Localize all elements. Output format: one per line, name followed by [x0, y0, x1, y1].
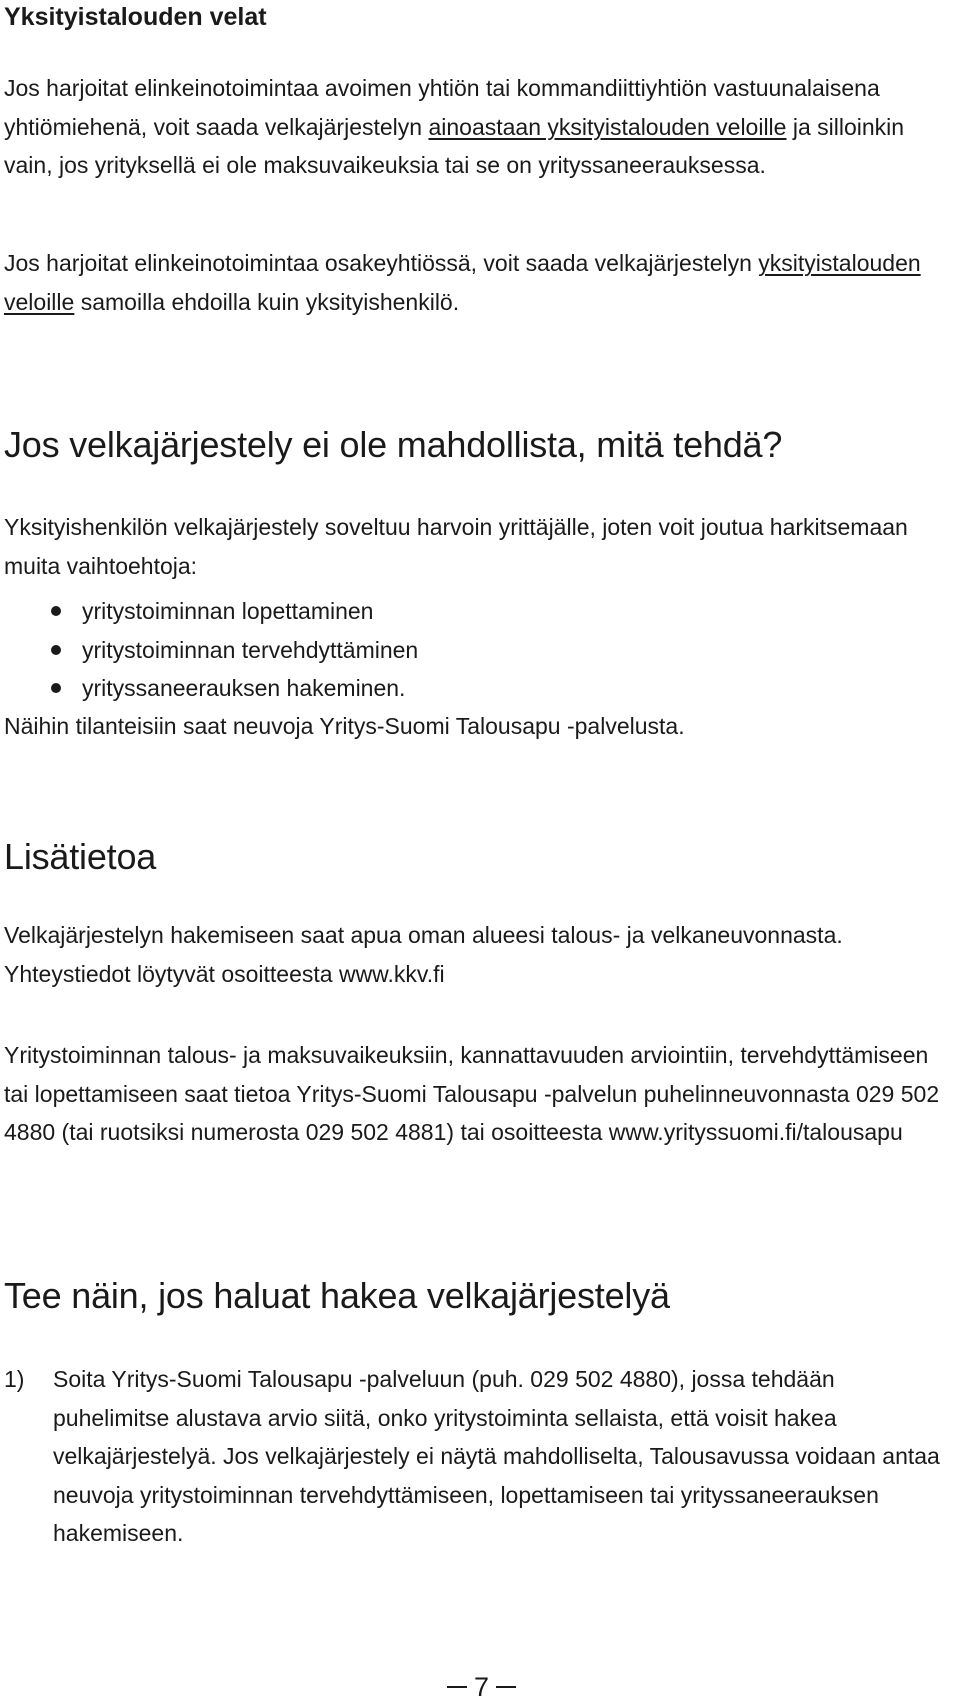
- paragraph-alternatives-outro: Näihin tilanteisiin saat neuvoja Yritys-Suomi Talousapu -palvelusta.: [4, 713, 685, 739]
- alternatives-list: [4, 592, 418, 708]
- bullet-icon: [51, 683, 61, 693]
- page-number: 7: [440, 1672, 523, 1702]
- section-heading-private-debts: Yksityistalouden velat: [4, 3, 267, 31]
- step-text: Soita Yritys-Suomi Talousapu -palveluun (puh. 029 502 4880), jossa tehdään puhelimitse alustava arvio siitä, onko yritystoiminta sellaista, että voisit hakea velkajärjestelyä. Jos velkajärjestely ei näytä mahdolliselta, Talousavussa voidaan antaa neuvoja yritystoiminnan tervehdyttämiseen, lopettamiseen tai yrityssaneerauksen hakemiseen.: [53, 1366, 940, 1547]
- list-item: yrityssaneerauksen hakeminen.: [4, 669, 418, 708]
- bullet-icon: [51, 606, 61, 616]
- section-heading-how-to-apply: Tee näin, jos haluat hakea velkajärjestelyä: [4, 1275, 670, 1316]
- step-number: 1): [4, 1366, 25, 1392]
- underlined-phrase: ainoastaan yksityistalouden veloille: [428, 113, 787, 140]
- underlined-phrase: yksityistalouden veloille: [4, 250, 921, 315]
- paragraph-debt-counselling: Velkajärjestelyn hakemiseen saat apua oman alueesi talous- ja velkaneuvonnasta. Yhteystiedot löytyvät osoitteesta www.kkv.fi: [4, 922, 843, 987]
- paragraph-talousapu-info: Yritystoiminnan talous- ja maksuvaikeuksiin, kannattavuuden arviointiin, tervehdyttämiseen tai lopettamiseen saat tietoa Yritys-Suomi Talousapu -palvelun puhelinneuvonnasta 029 502 4880 (tai ruotsiksi numerosta 029 502 4881) tai osoitteesta www.yrityssuomi.fi/talousapu: [4, 1042, 940, 1146]
- bullet-icon: [51, 645, 61, 655]
- paragraph-general-partner: Jos harjoitat elinkeinotoimintaa avoimen yhtiön tai kommandiittiyhtiön vastuunalaisena yhtiömiehenä, voit saada velkajärjestelyn ainoastaan yksityistalouden veloille ja silloinkin vain, jos yrityksellä ei ole maksuvaikeuksia tai se on yrityssaneerauksessa.: [4, 75, 905, 179]
- paragraph-limited-company: Jos harjoitat elinkeinotoimintaa osakeyhtiössä, voit saada velkajärjestelyn yksityistalouden veloille samoilla ehdoilla kuin yksityishenkilö.: [4, 250, 921, 315]
- list-item: yritystoiminnan lopettaminen: [4, 592, 418, 631]
- dash-right: [496, 1686, 516, 1688]
- list-item: yritystoiminnan tervehdyttäminen: [4, 631, 418, 670]
- paragraph-alternatives-intro: Yksityishenkilön velkajärjestely soveltuu harvoin yrittäjälle, joten voit joutua harkitsemaan muita vaihtoehtoja:: [4, 514, 908, 579]
- section-heading-alternatives: Jos velkajärjestely ei ole mahdollista, mitä tehdä?: [4, 424, 783, 465]
- step-item: [4, 1360, 953, 1553]
- section-heading-more-info: Lisätietoa: [4, 836, 157, 877]
- application-steps: [4, 1360, 953, 1553]
- dash-left: [447, 1686, 467, 1688]
